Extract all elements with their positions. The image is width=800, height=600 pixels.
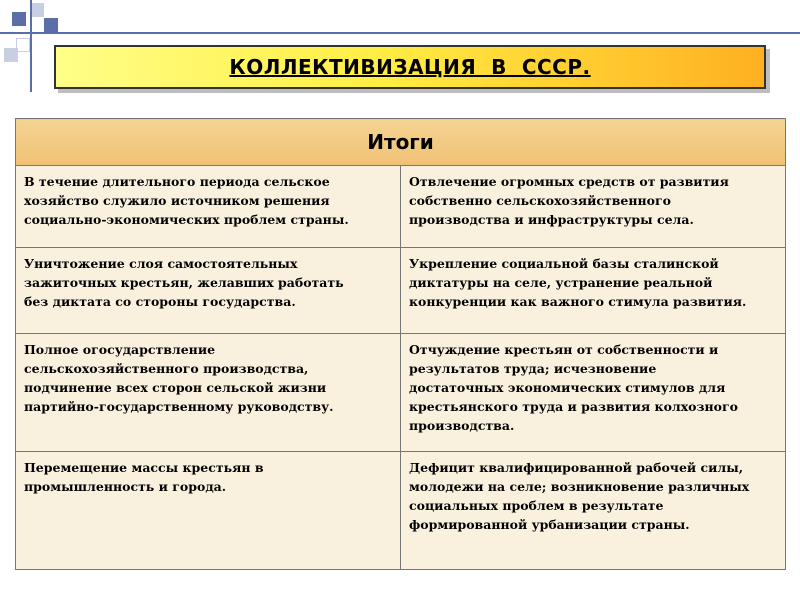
decor-square [16,38,30,52]
table-row [16,452,786,570]
decor-square [12,12,26,26]
slide-title-box [54,45,766,89]
table-row [16,334,786,452]
table-row [16,248,786,334]
table-cell-right: Укрепление социальной базы сталинской диктатуры на селе, устранение реальной конкуренции как важного стимула развития. [401,248,786,334]
decor-square [30,3,44,17]
table-header-row [16,119,786,166]
table-cell-left: Перемещение массы крестьян в промышленность и города. [16,452,401,570]
slide-title: КОЛЛЕКТИВИЗАЦИЯ В СССР. [229,55,591,79]
table-cell-right: Отвлечение огромных средств от развития собственно сельскохозяйственного производства и инфраструктуры села. [401,166,786,248]
table-header: Итоги [16,119,786,166]
decor-square [44,18,58,32]
table-cell-left: Уничтожение слоя самостоятельных зажиточных крестьян, желавших работать без диктата со стороны государства. [16,248,401,334]
decor-vertical-rule [30,0,32,92]
table-cell-right: Дефицит квалифицированной рабочей силы, молодежи на селе; возникновение различных социальных проблем в результате формированной урбанизации страны. [401,452,786,570]
table-cell-right: Отчуждение крестьян от собственности и результатов труда; исчезновение достаточных экономических стимулов для крестьянского труда и развития колхозного производства. [401,334,786,452]
table-row [16,166,786,248]
results-table [15,118,786,570]
table-cell-left: Полное огосударствление сельскохозяйственного производства, подчинение всех сторон сельской жизни партийно-государственному руководству. [16,334,401,452]
table-cell-left: В течение длительного периода сельское хозяйство служило источником решения социально-экономических проблем страны. [16,166,401,248]
decor-square [4,48,18,62]
decor-horizontal-rule [0,32,800,34]
